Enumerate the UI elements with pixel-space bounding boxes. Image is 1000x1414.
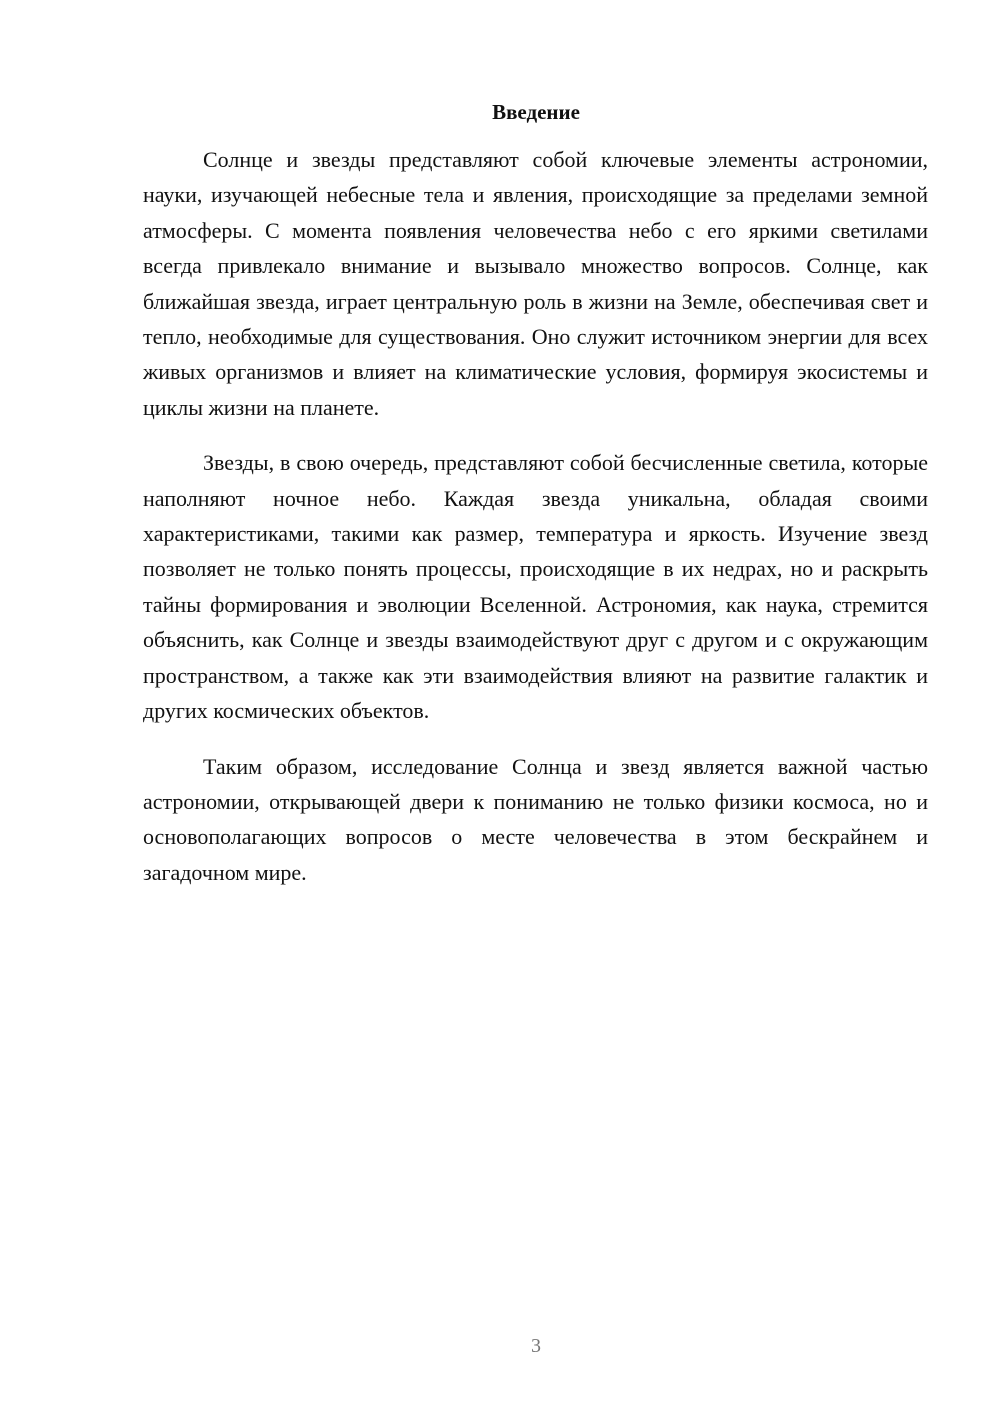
paragraph-3: Таким образом, исследование Солнца и звезд является важной частью астрономии, открывающей двери к пониманию не только физики космоса, но и основополагающих вопросов о месте человечества в этом бескрайнем и загадочном мире. <box>143 753 928 885</box>
paragraph-1: Солнце и звезды представляют собой ключевые элементы астрономии, науки, изучающей небесные тела и явления, происходящие за пределами земной атмосферы. С момента появления человечества небо с его яркими светилами всегда привлекало внимание и вызывало множество вопросов. Солнце, как ближайшая звезда, играет центральную роль в жизни на Земле, обеспечивая свет и тепло, необходимые для существования. Оно служит источником энергии для всех живых организмов и влияет на климатические условия, формируя экосистемы и циклы жизни на планете. <box>143 147 928 420</box>
page-number: 3 <box>531 1335 541 1357</box>
body-text <box>143 142 928 910</box>
paragraph-2: Звезды, в свою очередь, представляют собой бесчисленные светила, которые наполняют ночное небо. Каждая звезда уникальна, обладая своими характеристиками, такими как размер, температура и яркость. Изучение звезд позволяет не только понять процессы, происходящие в их недрах, но и раскрыть тайны формирования и эволюции Вселенной. Астрономия, как наука, стремится объяснить, как Солнце и звезды взаимодействуют друг с другом и с окружающим пространством, а также как эти взаимодействия влияют на развитие галактик и других космических объектов. <box>143 450 928 724</box>
section-title: Введение <box>492 100 580 124</box>
